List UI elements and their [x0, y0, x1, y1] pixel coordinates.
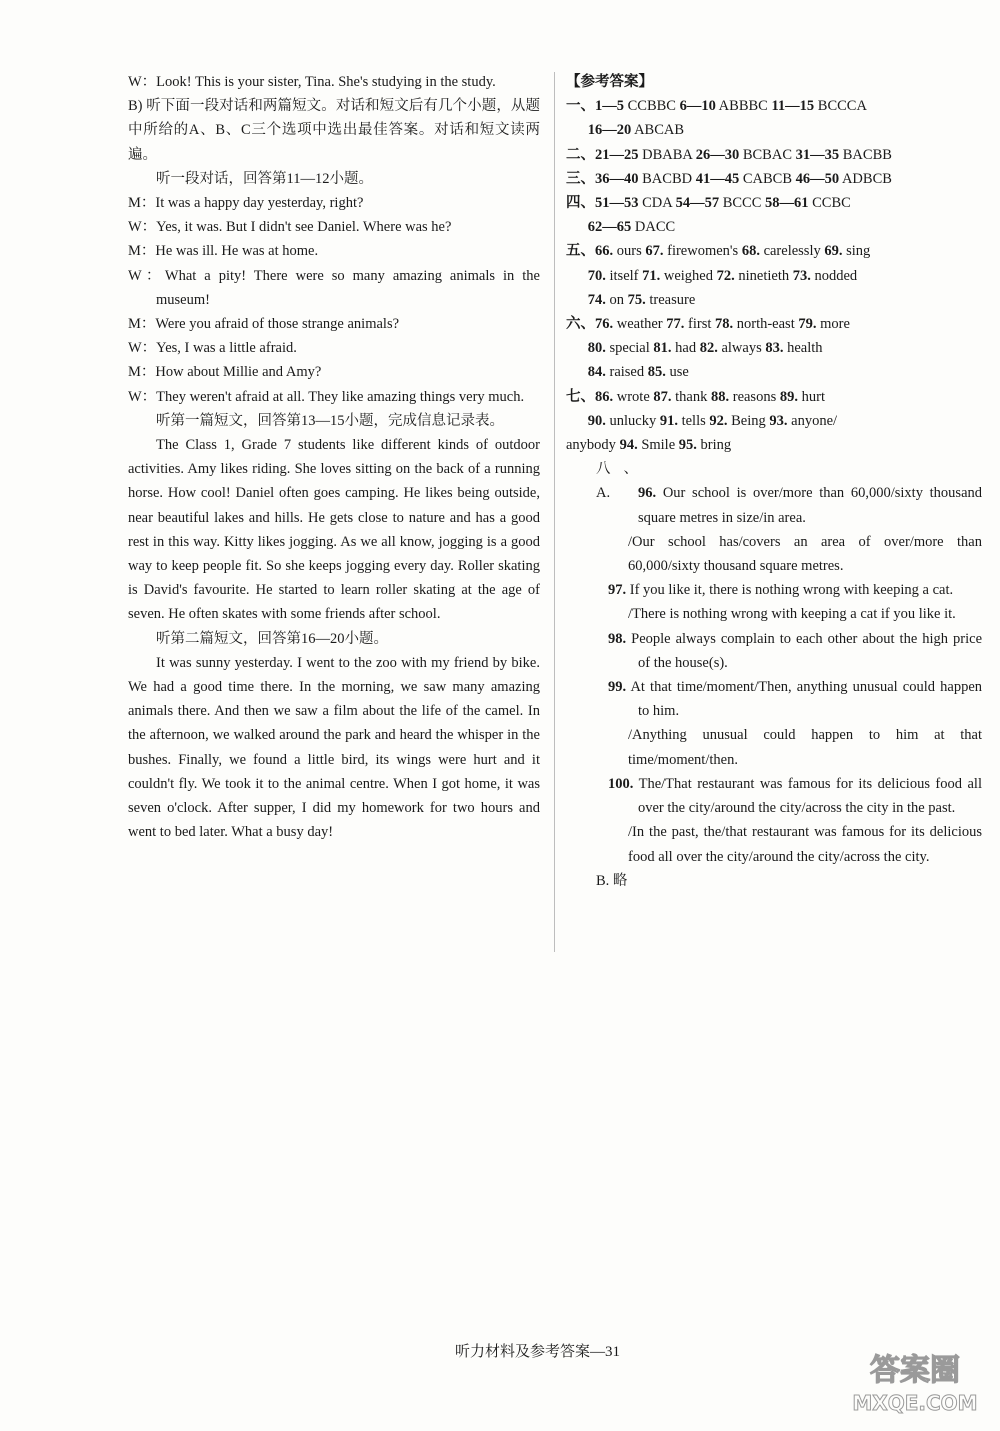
writing-answer-item [566, 675, 982, 723]
text-line: It was sunny yesterday. I went to the zoo with my friend by bike. We had a good time there. In the morning, we saw many amazing animals there. And then we saw a film about the life of the camel. In the afternoon, we walked around the park and heard the whisper in the bushes. Finally, we found a little bird, its wings were hurt and it couldn't fly. We took it to the animal centre. When I got home, it was seven o'clock. After supper, I did my homework for two hours and went to bed later. What a busy day! [128, 654, 540, 841]
item-answer: At that time/moment/Then, anything unusual could happen to him. [630, 679, 983, 720]
text-line: M：Were you afraid of those strange animals? [128, 316, 400, 333]
text-line: M：He was ill. He was at home. [128, 243, 319, 260]
text-line: 听第二篇短文，回答第16—20小题。 [156, 630, 388, 647]
answer-row: 84. raised 85. use [587, 364, 689, 381]
text-line: W：What a pity! There were so many amazing animals in the museum! [128, 267, 540, 308]
text-line: 听第一篇短文，回答第13—15小题，完成信息记录表。 [156, 412, 504, 429]
answer-row: 16—20 ABCAB [587, 122, 685, 139]
section-eight-label: 八、A. [596, 461, 638, 502]
text-line: The Class 1, Grade 7 students like different kinds of outdoor activities. Amy likes riding. She loves sitting on the back of a running horse. How cool! Daniel often goes camping. He likes being outside, near beautiful lakes and hills. He gets close to nature and has a good rest in this way. Kitty likes jogging. As we all know, jogging is a good way to keep people fit. So she keeps jogging every day. Roller skating is David's favourite. He started to learn roller skating at the age of seven. He often skates with some friends after school. [128, 437, 540, 623]
answer-row: 70. itself 71. weighed 72. ninetieth 73. nodded [587, 267, 858, 284]
answer-row: 62—65 DACC [587, 219, 676, 236]
item-alternative-answer: /There is nothing wrong with keeping a cat if you like it. [628, 606, 956, 623]
watermark-top: 答案圈 [870, 1353, 960, 1388]
text-line: B) 听下面一段对话和两篇短文。对话和短文后有几个小题，从题中所给的A、B、C三个选项中选出最佳答案。对话和短文读两遍。 [128, 98, 540, 163]
writing-answer-item [566, 627, 982, 675]
answer-row: 三、36—40 BACBD 41—45 CABCB 46—50 ADBCB [566, 170, 892, 187]
item-answer: People always complain to each other about the high price of the house(s). [631, 630, 982, 671]
watermark-bottom: MXQE.COM [852, 1391, 978, 1415]
writing-answers [566, 457, 982, 868]
answer-row: 74. on 75. treasure [587, 291, 696, 308]
answer-row: 90. unlucky 91. tells 92. Being 93. anyone/ [587, 412, 838, 429]
text-line: W：Yes, I was a little afraid. [128, 340, 297, 357]
item-answer: If you like it, there is nothing wrong with keeping a cat. [629, 582, 954, 599]
text-line: M：It was a happy day yesterday, right? [128, 195, 364, 212]
item-alternative-answer: /In the past, the/that restaurant was famous for its delicious food all over the city/around the city/across the city. [628, 824, 982, 865]
writing-answer-item [566, 457, 982, 530]
answer-row: 五、66. ours 67. firewomen's 68. carelessly 69. sing [566, 243, 871, 260]
answer-row: 七、86. wrote 87. thank 88. reasons 89. hurt [566, 388, 825, 405]
column-divider [554, 72, 555, 952]
answer-row: anybody 94. Smile 95. bring [566, 437, 732, 454]
answer-key-column [566, 70, 982, 893]
answer-row: 80. special 81. had 82. always 83. health [587, 340, 823, 357]
text-line: W：Look! This is your sister, Tina. She's studying in the study. [128, 74, 496, 90]
answer-row: 二、21—25 DBABA 26—30 BCBAC 31—35 BACBB [566, 146, 892, 163]
watermark-logo [840, 1346, 990, 1418]
page-footer: 听力材料及参考答案—31 [455, 1344, 621, 1360]
answer-row: 四、51—53 CDA 54—57 BCCC 58—61 CCBC [566, 195, 851, 212]
writing-answer-item [566, 772, 982, 820]
text-line: W：Yes, it was. But I didn't see Daniel. Where was he? [128, 219, 452, 236]
answer-rows [566, 94, 982, 457]
text-line: M：How about Millie and Amy? [128, 364, 322, 381]
item-number: 96. [638, 485, 657, 502]
writing-answer-item [566, 578, 982, 602]
item-number: 97. [608, 582, 627, 599]
item-alternative-answer: /Anything unusual could happen to him at that time/moment/then. [628, 727, 982, 768]
item-number: 98. [608, 630, 627, 647]
section-b-answer: B. 略 [596, 872, 628, 889]
item-answer: Our school is over/more than 60,000/sixty thousand square metres in size/in area. [638, 485, 983, 526]
answer-heading: 【参考答案】 [566, 74, 653, 90]
listening-material-column [128, 70, 540, 845]
item-number: 99. [608, 679, 627, 696]
item-alternative-answer: /Our school has/covers an area of over/more than 60,000/sixty thousand square metres. [628, 533, 982, 575]
answer-row: 六、76. weather 77. first 78. north-east 79. more [566, 316, 850, 333]
text-line: W：They weren't afraid at all. They like amazing things very much. [128, 388, 525, 405]
text-line: 听一段对话，回答第11—12小题。 [156, 170, 373, 187]
item-answer: The/That restaurant was famous for its delicious food all over the city/around the city/across the city in the past. [638, 775, 982, 817]
answer-row: 一、1—5 CCBBC 6—10 ABBBC 11—15 BCCCA [566, 98, 867, 115]
item-number: 100. [608, 775, 634, 792]
